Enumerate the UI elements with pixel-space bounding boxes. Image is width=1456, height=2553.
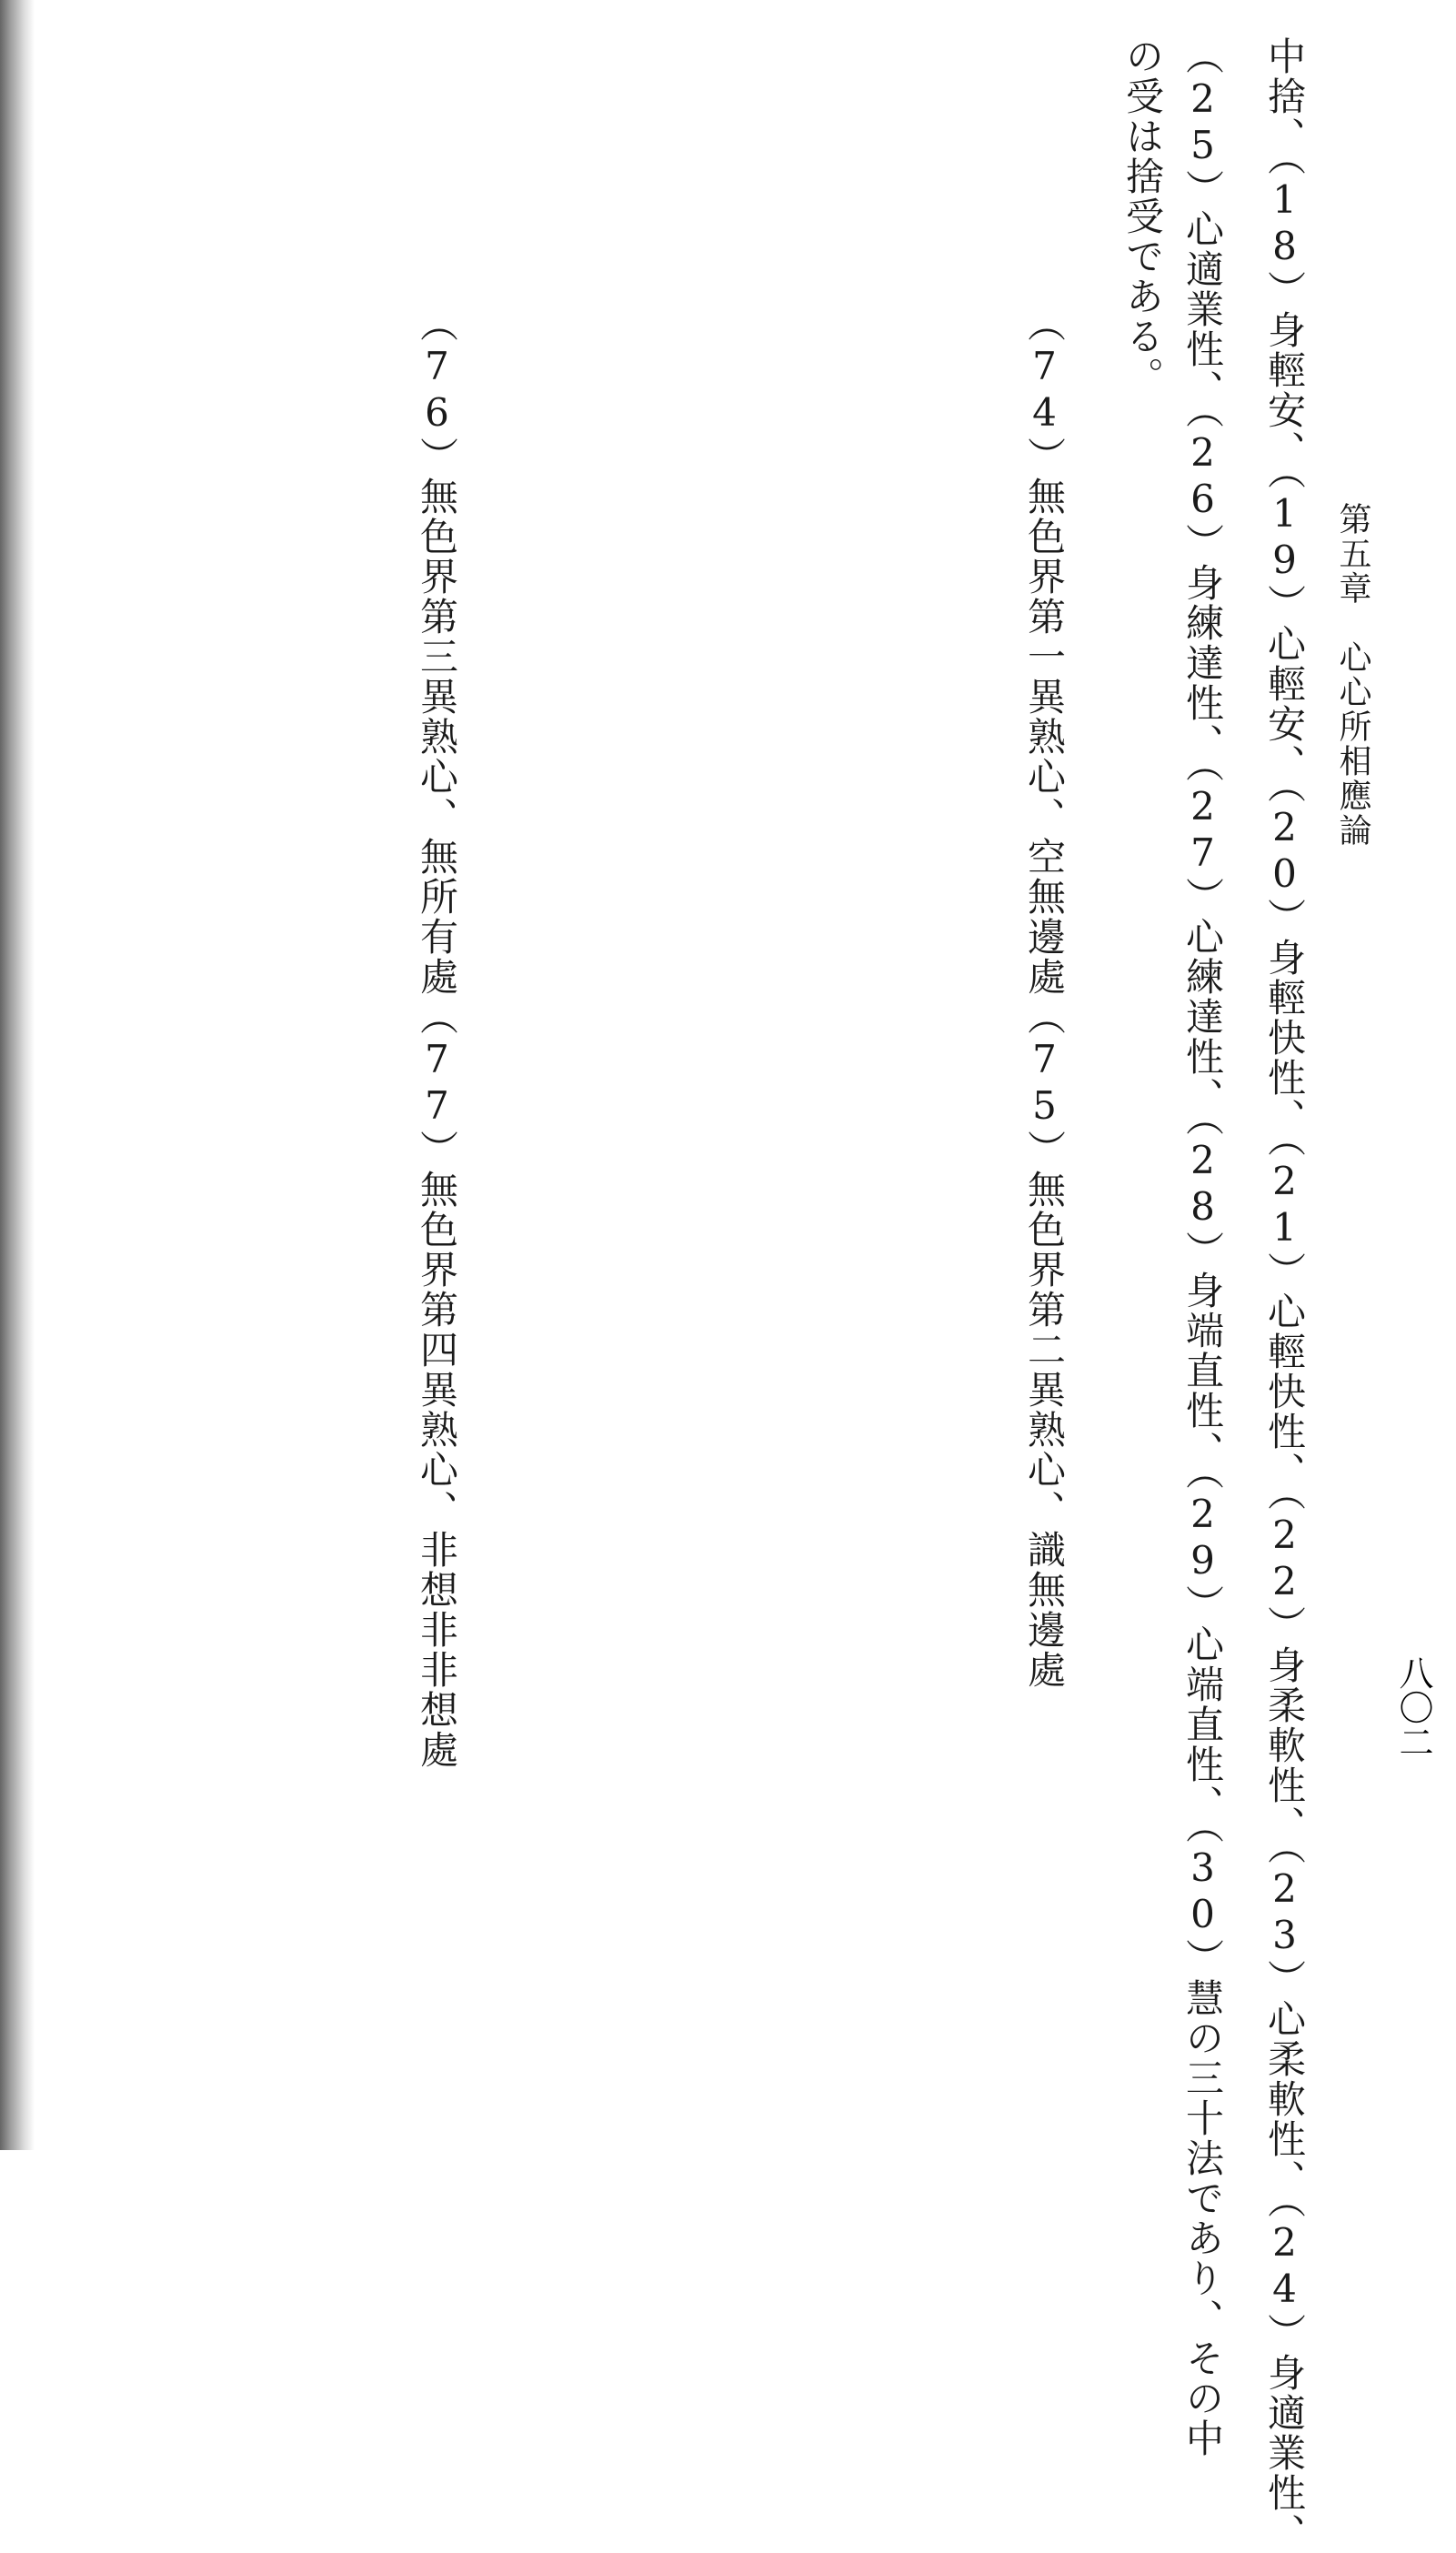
document-page xyxy=(37,36,1401,2553)
list-item-74: （74）無色界第一異熟心、空無邊處 xyxy=(1022,304,1067,997)
list-item-77: （77）無色界第四異熟心、非想非非想處 xyxy=(415,997,459,1770)
body-line-3: の受は捨受である。 xyxy=(1120,36,1165,397)
body-line-2: （25）心適業性、（26）身練達性、（27）心練達性、（28）身端直性、（29）心端直性、（30）慧の三十法であり、その中 xyxy=(1180,36,1225,2458)
running-header xyxy=(1303,36,1401,2119)
list-row xyxy=(516,36,1101,2119)
body-line-1: 中捨、（18）身輕安、（19）心輕安、（20）身輕快性、（21）心輕快性、（22）身柔軟性、（23）心柔軟性、（24）身適業性、 xyxy=(1262,36,1307,2553)
chapter-title: 第五章 心心所相應論 xyxy=(1334,502,1371,848)
list-row xyxy=(0,36,494,2119)
list-item-76: （76）無色界第三異熟心、無所有處 xyxy=(415,304,459,997)
list-item-75: （75）無色界第二異熟心、識無邊處 xyxy=(1022,997,1067,1690)
page-number: 八〇二 xyxy=(1393,1655,1431,1759)
